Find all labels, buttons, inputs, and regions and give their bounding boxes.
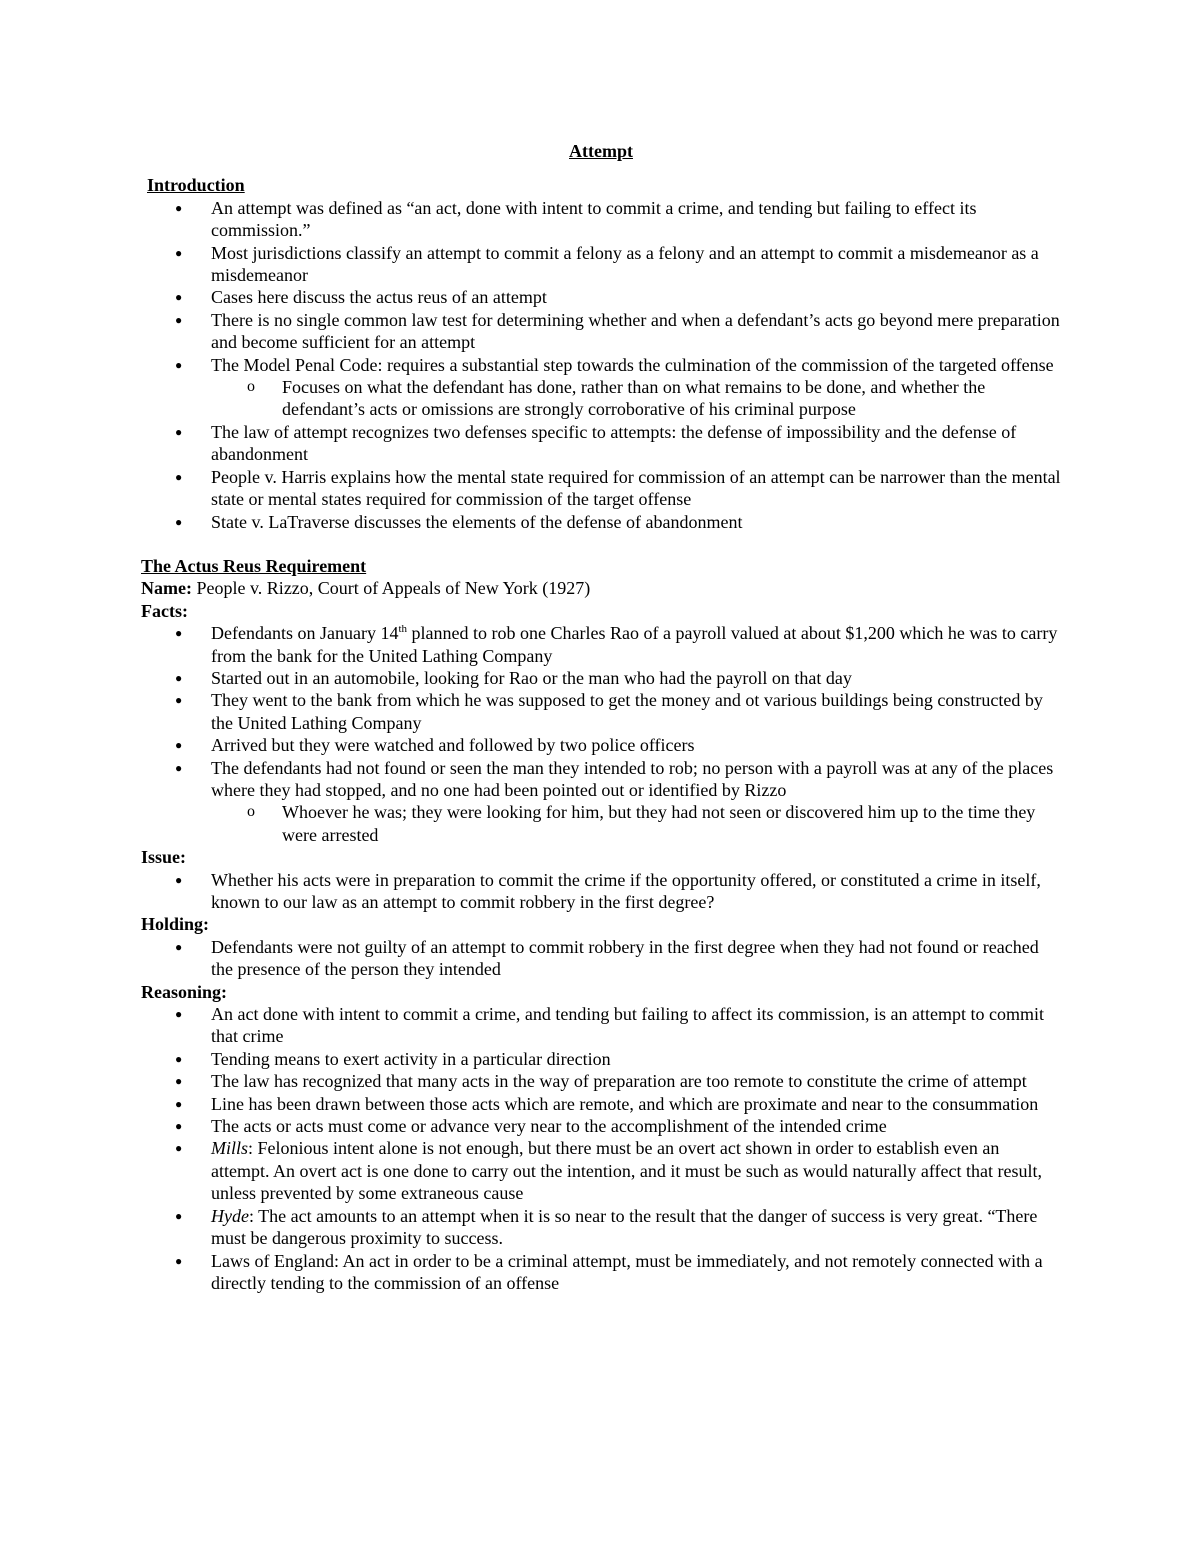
reasoning-text: : The act amounts to an attempt when it is so near to the result that the danger of success is very great. “There must be dangerous proximity to success. bbox=[211, 1205, 1038, 1249]
introduction-list bbox=[141, 197, 1061, 533]
list-item: ● They went to the bank from which he was supposed to get the money and ot various buildings being constructed by the United Lathing Company bbox=[141, 689, 1061, 734]
list-item bbox=[141, 1205, 1061, 1250]
ordinal-suffix: th bbox=[398, 623, 408, 636]
facts-list bbox=[141, 622, 1061, 846]
list-item: ● Laws of England: An act in order to be a criminal attempt, must be immediately, and not remotely connected with a directly tending to the commission of an offense bbox=[141, 1250, 1061, 1295]
list-item: ● An act done with intent to commit a crime, and tending but failing to affect its commission, is an attempt to commit that crime bbox=[141, 1003, 1061, 1048]
issue-label: Issue: bbox=[141, 847, 187, 868]
case-name-line bbox=[141, 577, 1061, 599]
reasoning-list bbox=[141, 1003, 1061, 1294]
list-item: ● An attempt was defined as “an act, done with intent to commit a crime, and tending but failing to effect its commission.” bbox=[141, 197, 1061, 242]
spacer bbox=[141, 533, 1061, 555]
list-item: ● Defendants were not guilty of an attempt to commit robbery in the first degree when they had not found or reached the presence of the person they intended bbox=[141, 936, 1061, 981]
holding-label: Holding: bbox=[141, 914, 210, 935]
list-item: ● Whether his acts were in preparation to commit the crime if the opportunity offered, or constituted a crime in itself, known to our law as an attempt to commit robbery in the first degree? bbox=[141, 869, 1061, 914]
document-page bbox=[141, 140, 1061, 1294]
list-item: ● There is no single common law test for determining whether and when a defendant’s acts go beyond mere preparation and become sufficient for an attempt bbox=[141, 309, 1061, 354]
case-name: People v. Rizzo, Court of Appeals of New York (1927) bbox=[191, 578, 591, 599]
list-item: ● Tending means to exert activity in a particular direction bbox=[141, 1048, 1061, 1070]
list-item: ● The acts or acts must come or advance very near to the accomplishment of the intended crime bbox=[141, 1115, 1061, 1137]
list-item: ● State v. LaTraverse discusses the elements of the defense of abandonment bbox=[141, 511, 1061, 533]
list-item bbox=[141, 1137, 1061, 1204]
list-item-text: The Model Penal Code: requires a substantial step towards the culmination of the commission of the targeted offense bbox=[211, 354, 1054, 375]
holding-list bbox=[141, 936, 1061, 981]
facts-label: Facts: bbox=[141, 600, 188, 621]
introduction-heading: Introduction bbox=[147, 175, 245, 196]
reasoning-label: Reasoning: bbox=[141, 981, 228, 1002]
actus-reus-heading: The Actus Reus Requirement bbox=[141, 555, 367, 576]
fact-text: Defendants on January 14 bbox=[211, 623, 399, 644]
list-item bbox=[141, 757, 1061, 847]
list-item: ● The law has recognized that many acts in the way of preparation are too remote to constitute the crime of attempt bbox=[141, 1070, 1061, 1092]
sub-list-item: o Focuses on what the defendant has done, rather than on what remains to be done, and whether the defendant’s acts or omissions are strongly corroborative of his criminal purpose bbox=[211, 376, 1061, 421]
document-title: Attempt bbox=[569, 141, 633, 161]
list-item bbox=[141, 354, 1061, 421]
reasoning-text: : Felonious intent alone is not enough, but there must be an overt act shown in order to establish even an attempt. An overt act is one done to carry out the intention, and it must be such as would naturally affect that result, unless prevented by some extraneous cause bbox=[211, 1138, 1042, 1204]
list-item: ● Started out in an automobile, looking for Rao or the man who had the payroll on that day bbox=[141, 667, 1061, 689]
fact-text: planned to rob one Charles Rao of a payroll valued at about $1,200 which he was to carry from the bank for the United Lathing Company bbox=[211, 623, 1058, 666]
list-item: ● Most jurisdictions classify an attempt to commit a felony as a felony and an attempt to commit a misdemeanor as a misdemeanor bbox=[141, 242, 1061, 287]
sub-list bbox=[211, 801, 1061, 846]
list-item-text: The defendants had not found or seen the man they intended to rob; no person with a payroll was at any of the places where they had stopped, and no one had been pointed out or identified by Rizzo bbox=[211, 757, 1054, 800]
list-item: ● The law of attempt recognizes two defenses specific to attempts: the defense of impossibility and the defense of abandonment bbox=[141, 421, 1061, 466]
list-item bbox=[141, 622, 1061, 667]
name-label: Name: bbox=[141, 578, 192, 599]
case-citation: Mills bbox=[211, 1138, 249, 1159]
sub-list bbox=[211, 376, 1061, 421]
list-item: ● Line has been drawn between those acts which are remote, and which are proximate and near to the consummation bbox=[141, 1093, 1061, 1115]
list-item: ● People v. Harris explains how the mental state required for commission of an attempt can be narrower than the mental state or mental states required for commission of the target offense bbox=[141, 466, 1061, 511]
case-citation: Hyde bbox=[211, 1205, 249, 1226]
list-item: ● Arrived but they were watched and followed by two police officers bbox=[141, 734, 1061, 756]
sub-list-item: o Whoever he was; they were looking for him, but they had not seen or discovered him up to the time they were arrested bbox=[211, 801, 1061, 846]
list-item: ● Cases here discuss the actus reus of an attempt bbox=[141, 286, 1061, 308]
issue-list bbox=[141, 869, 1061, 914]
